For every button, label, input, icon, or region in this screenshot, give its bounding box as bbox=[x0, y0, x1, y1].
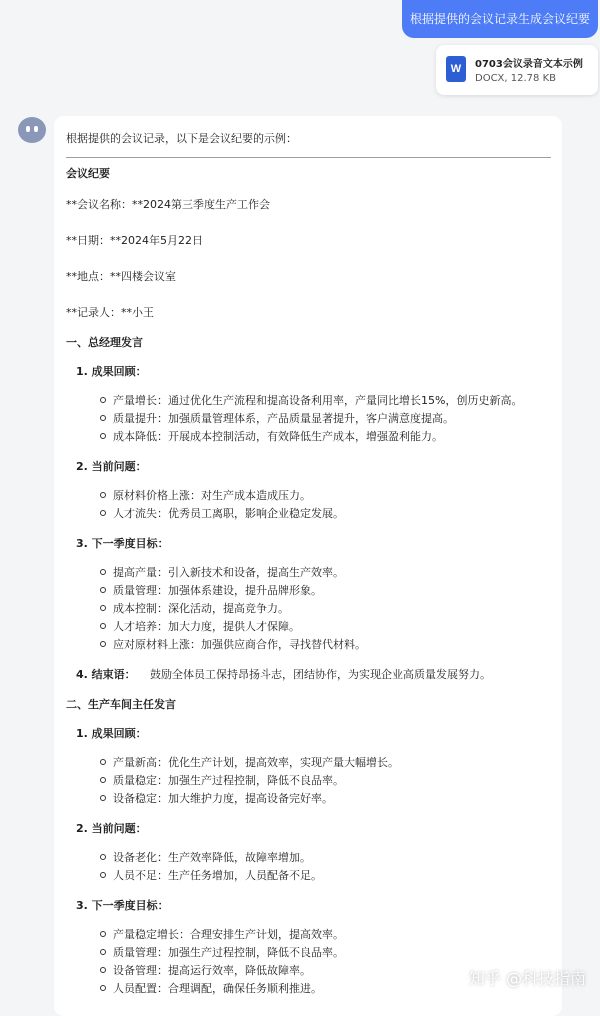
attachment-name: 0703会议录音文本示例 bbox=[475, 59, 583, 70]
attachment-meta: DOCX, 12.78 KB bbox=[475, 73, 556, 84]
list-item: 应对原材料上涨：加强供应商合作，寻找替代材料。 bbox=[113, 638, 366, 651]
list-item: 设备稳定：加大维护力度，提高设备完好率。 bbox=[113, 792, 333, 805]
closing-text: 鼓励全体员工保持昂扬斗志，团结协作，为实现企业高质量发展努力。 bbox=[150, 668, 491, 681]
meeting-location: **地点：**四楼会议室 bbox=[66, 270, 176, 283]
list-item: 产量新高：优化生产计划，提高效率，实现产量大幅增长。 bbox=[113, 756, 399, 769]
list-item: 设备老化：生产效率降低，故障率增加。 bbox=[113, 851, 311, 864]
list-item: 人员配置：合理调配，确保任务顺利推进。 bbox=[113, 982, 322, 995]
divider bbox=[66, 157, 551, 158]
word-icon: W bbox=[446, 56, 466, 82]
meeting-date: **日期：**2024年5月22日 bbox=[66, 234, 203, 247]
subsection-label: 1. 成果回顾： bbox=[76, 365, 147, 378]
list-item: 质量提升：加强质量管理体系，产品质量显著提升，客户满意度提高。 bbox=[113, 412, 454, 425]
section-heading: 一、总经理发言 bbox=[66, 336, 143, 349]
attachment-card[interactable] bbox=[436, 45, 598, 95]
reply-intro: 根据提供的会议记录，以下是会议纪要的示例： bbox=[66, 132, 297, 145]
list-item: 人员不足：生产任务增加，人员配备不足。 bbox=[113, 869, 322, 882]
watermark: 知乎 @科技指南 bbox=[468, 969, 586, 988]
list-item: 成本降低：开展成本控制活动，有效降低生产成本，增强盈利能力。 bbox=[113, 430, 443, 443]
list-item: 提高产量：引入新技术和设备，提高生产效率。 bbox=[113, 566, 344, 579]
list-item: 质量稳定：加强生产过程控制，降低不良品率。 bbox=[113, 774, 344, 787]
list-item: 质量管理：加强生产过程控制，降低不良品率。 bbox=[113, 946, 344, 959]
meeting-name: **会议名称：**2024第三季度生产工作会 bbox=[66, 198, 270, 211]
list-item: 人才培养：加大力度，提供人才保障。 bbox=[113, 620, 300, 633]
subsection-label: 2. 当前问题： bbox=[76, 460, 147, 473]
assistant-reply bbox=[54, 116, 562, 1016]
list-item: 产量稳定增长：合理安排生产计划，提高效率。 bbox=[113, 928, 344, 941]
subsection-label: 2. 当前问题： bbox=[76, 822, 147, 835]
list-item: 设备管理：提高运行效率，降低故障率。 bbox=[113, 964, 311, 977]
list-item: 成本控制：深化活动，提高竞争力。 bbox=[113, 602, 289, 615]
subsection-label: 1. 成果回顾： bbox=[76, 727, 147, 740]
closing-label: 4. 结束语： bbox=[76, 668, 136, 681]
meeting-recorder: **记录人：**小王 bbox=[66, 306, 154, 319]
section-heading: 二、生产车间主任发言 bbox=[66, 698, 176, 711]
subsection-label: 3. 下一季度目标： bbox=[76, 899, 169, 912]
minutes-title: 会议纪要 bbox=[66, 167, 110, 180]
list-item: 产量增长：通过优化生产流程和提高设备利用率，产量同比增长15%，创历史新高。 bbox=[113, 394, 523, 407]
user-message-bubble: 根据提供的会议记录生成会议纪要 bbox=[402, 0, 598, 38]
list-item: 原材料价格上涨：对生产成本造成压力。 bbox=[113, 489, 311, 502]
subsection-label: 3. 下一季度目标： bbox=[76, 537, 169, 550]
list-item: 人才流失：优秀员工离职，影响企业稳定发展。 bbox=[113, 507, 344, 520]
assistant-avatar bbox=[18, 117, 46, 143]
list-item: 质量管理：加强体系建设，提升品牌形象。 bbox=[113, 584, 322, 597]
